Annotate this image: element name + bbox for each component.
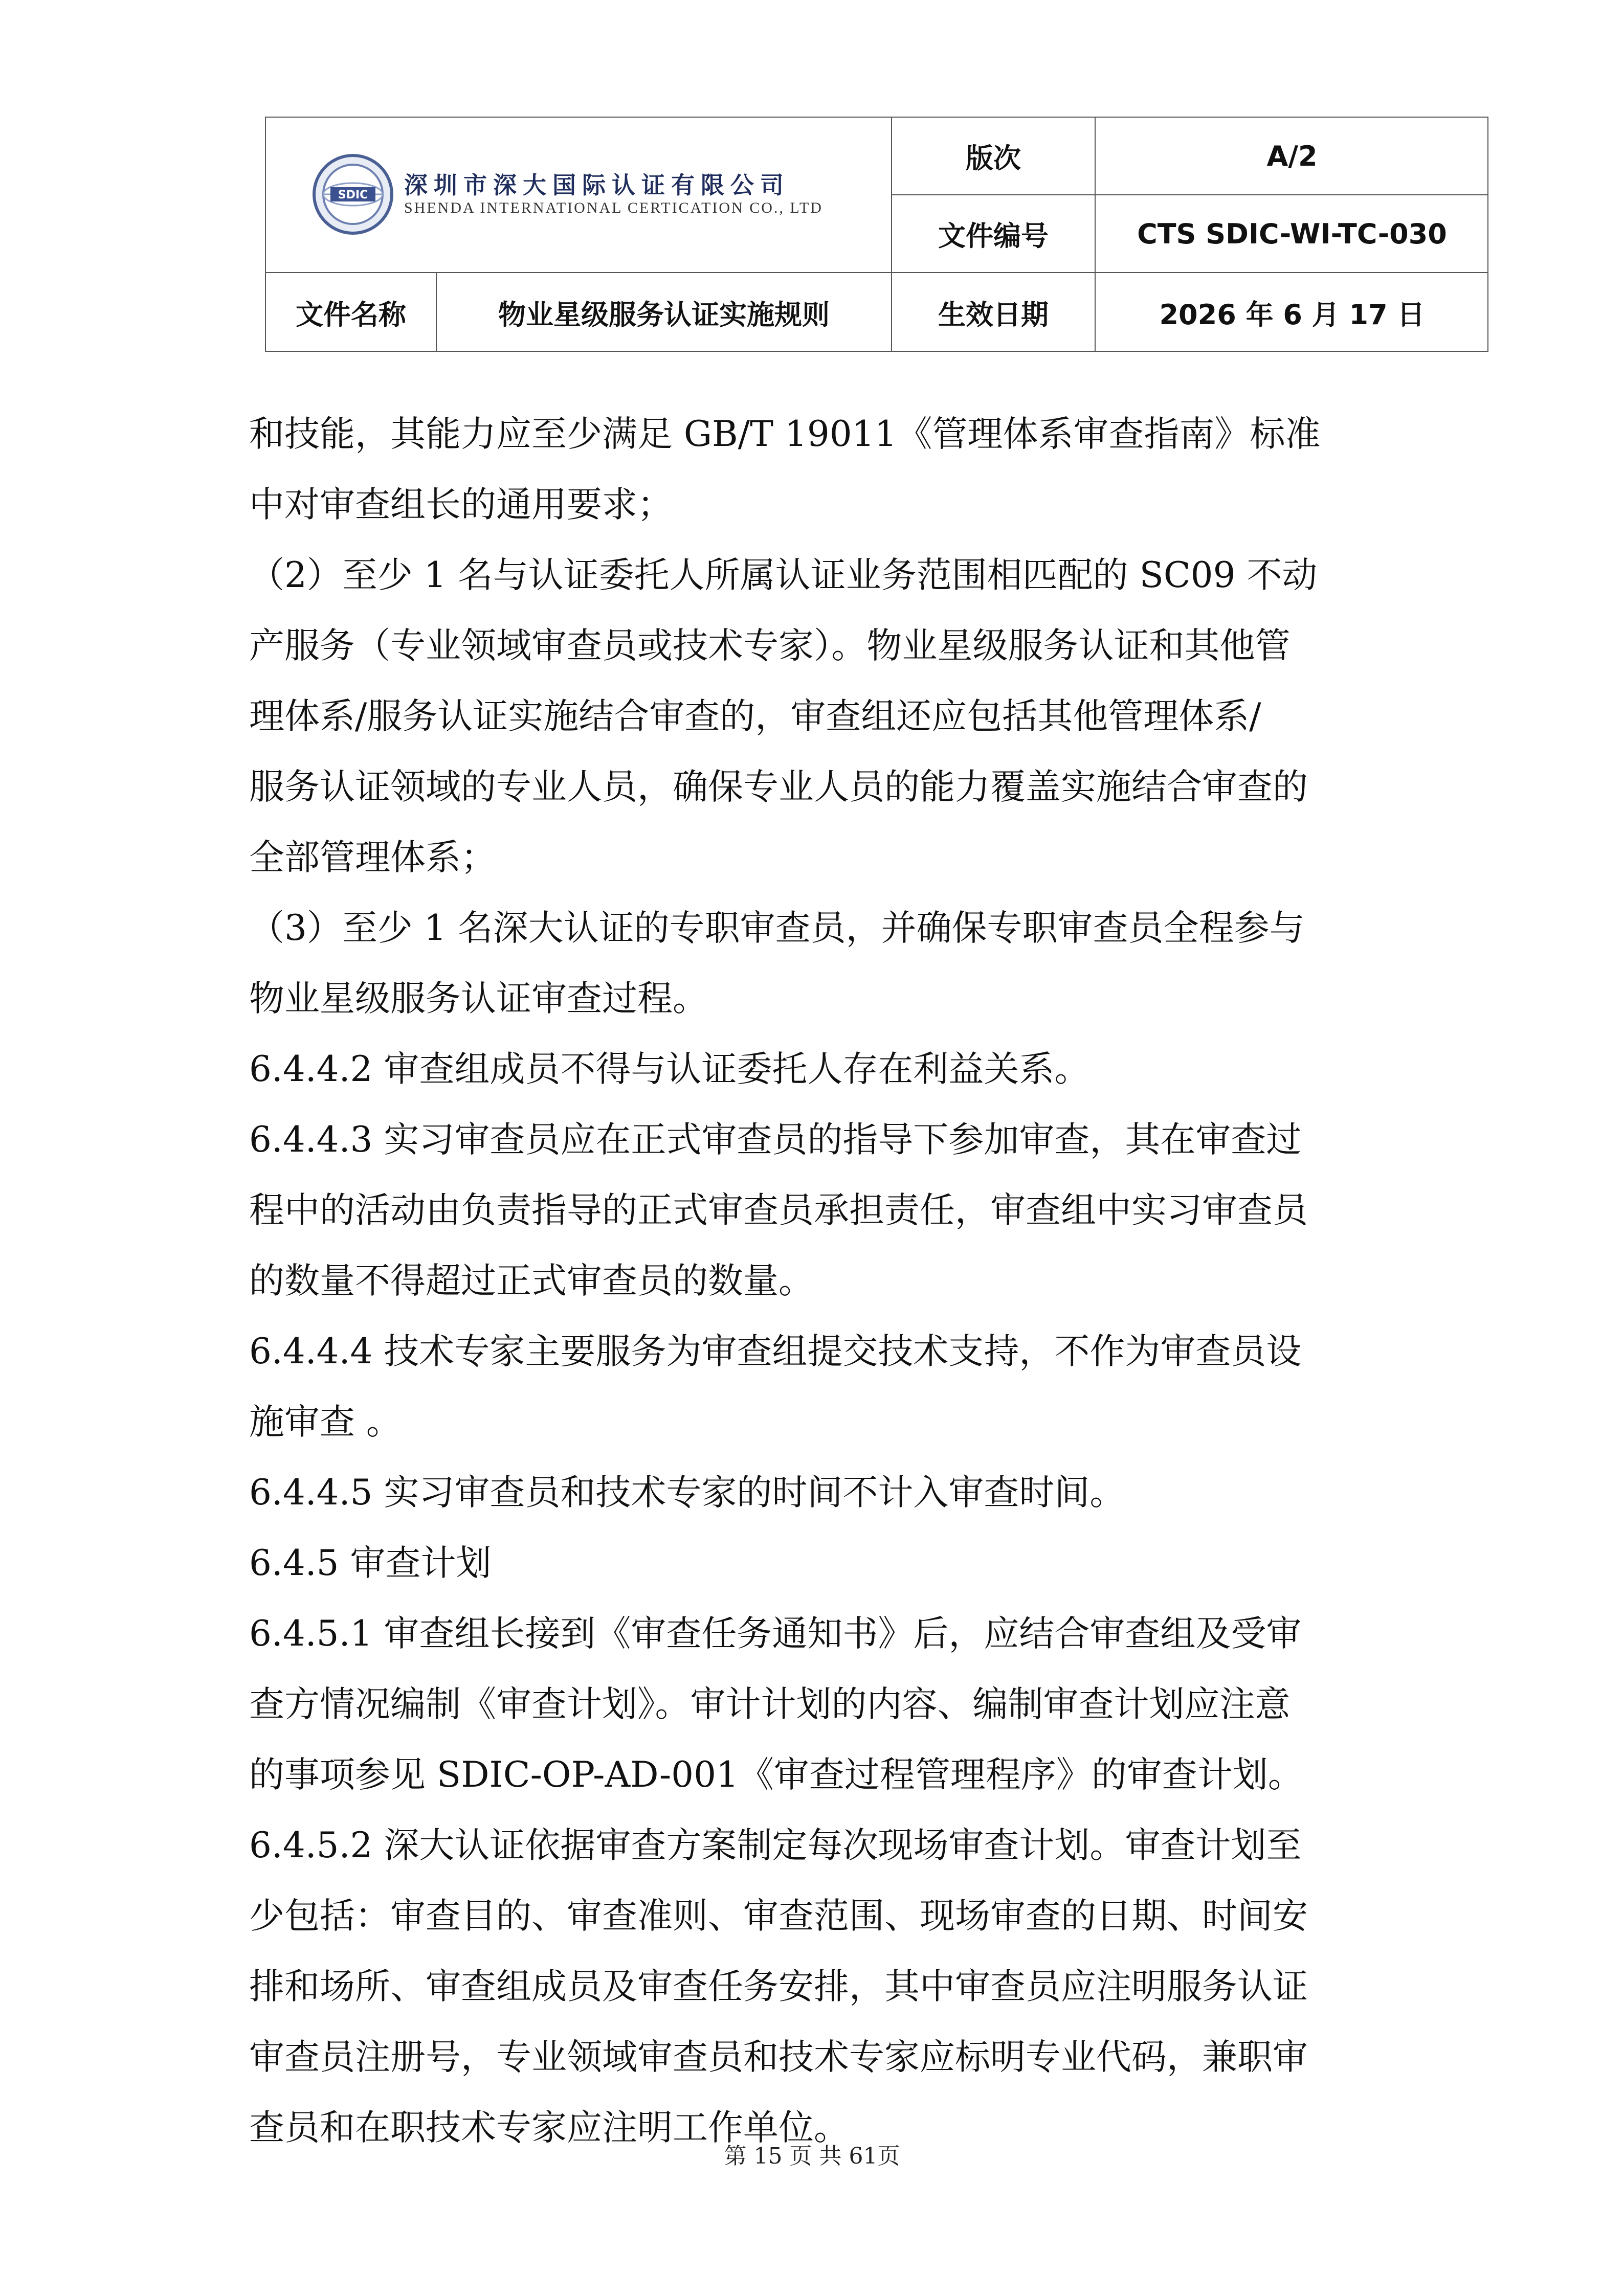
- body-line: 施审查 。: [249, 1402, 402, 1443]
- body-line: 和技能，其能力应至少满足 GB/T 19011《管理体系审查指南》标准: [249, 414, 1321, 455]
- body-line: 6.4.4.4 技术专家主要服务为审查组提交技术支持，不作为审查员设: [249, 1331, 1302, 1372]
- body-line: 6.4.5.1 审查组长接到《审查任务通知书》后，应结合审查组及受审: [249, 1613, 1302, 1654]
- company-seal-logo: [312, 153, 394, 235]
- body-line: 少包括：审查目的、审查准则、审查范围、现场审查的日期、时间安: [249, 1896, 1308, 1937]
- body-line: 程中的活动由负责指导的正式审查员承担责任，审查组中实习审查员: [249, 1190, 1308, 1231]
- body-line: 服务认证领域的专业人员，确保专业人员的能力覆盖实施结合审查的: [249, 767, 1308, 807]
- body-line: 查员和在职技术专家应注明工作单位。: [249, 2107, 849, 2148]
- body-line: 审查员注册号，专业领域审查员和技术专家应标明专业代码，兼职审: [249, 2037, 1308, 2078]
- body-line: 6.4.4.3 实习审查员应在正式审查员的指导下参加审查，其在审查过: [249, 1119, 1302, 1160]
- version-value: A/2: [1266, 140, 1318, 172]
- body-line: 6.4.4.5 实习审查员和技术专家的时间不计入审查时间。: [249, 1472, 1125, 1513]
- company-logo-block: [266, 118, 900, 272]
- company-name-en: SHENDA INTERNATIONAL CERTICATION CO., LTD: [404, 199, 823, 216]
- doc-name-label: 文件名称: [296, 298, 406, 331]
- logo-text: SDIC: [338, 189, 368, 201]
- page-number: 第 15 页 共 61页: [724, 2143, 900, 2169]
- section-heading: 6.4.5 审查计划: [249, 1543, 492, 1584]
- doc-number-label: 文件编号: [938, 219, 1049, 252]
- body-line: 的事项参见 SDIC-OP-AD-001《审查过程管理程序》的审查计划。: [249, 1754, 1303, 1795]
- body-line: 产服务（专业领域审查员或技术专家）。物业星级服务认证和其他管: [249, 625, 1291, 666]
- effective-date-value: 2026 年 6 月 17 日: [1159, 298, 1425, 331]
- body-line: 6.4.5.2 深大认证依据审查方案制定每次现场审查计划。审查计划至: [249, 1825, 1302, 1866]
- effective-date-label: 生效日期: [938, 298, 1049, 331]
- body-line: （2）至少 1 名与认证委托人所属认证业务范围相匹配的 SC09 不动: [249, 555, 1318, 596]
- doc-name-value: 物业星级服务认证实施规则: [498, 298, 830, 331]
- body-line: 全部管理体系；: [249, 837, 496, 878]
- body-line: 6.4.4.2 审查组成员不得与认证委托人存在利益关系。: [249, 1049, 1090, 1090]
- document-header-table: [265, 117, 1488, 352]
- body-line: 排和场所、审查组成员及审查任务安排，其中审查员应注明服务认证: [249, 1966, 1308, 2007]
- body-line: 的数量不得超过正式审查员的数量。: [249, 1260, 814, 1301]
- body-line: （3）至少 1 名深大认证的专职审查员，并确保专职审查员全程参与: [249, 908, 1305, 949]
- body-line: 理体系/服务认证实施结合审查的，审查组还应包括其他管理体系/: [249, 696, 1261, 737]
- doc-number-value: CTS SDIC-WI-TC-030: [1137, 217, 1447, 250]
- version-label: 版次: [966, 142, 1021, 174]
- body-line: 中对审查组长的通用要求；: [249, 484, 673, 525]
- company-name-cn: 深圳市深大国际认证有限公司: [404, 171, 790, 199]
- body-line: 物业星级服务认证审查过程。: [249, 978, 708, 1019]
- document-body: [249, 399, 1390, 2163]
- body-line: 查方情况编制《审查计划》。审计计划的内容、编制审查计划应注意: [249, 1684, 1291, 1725]
